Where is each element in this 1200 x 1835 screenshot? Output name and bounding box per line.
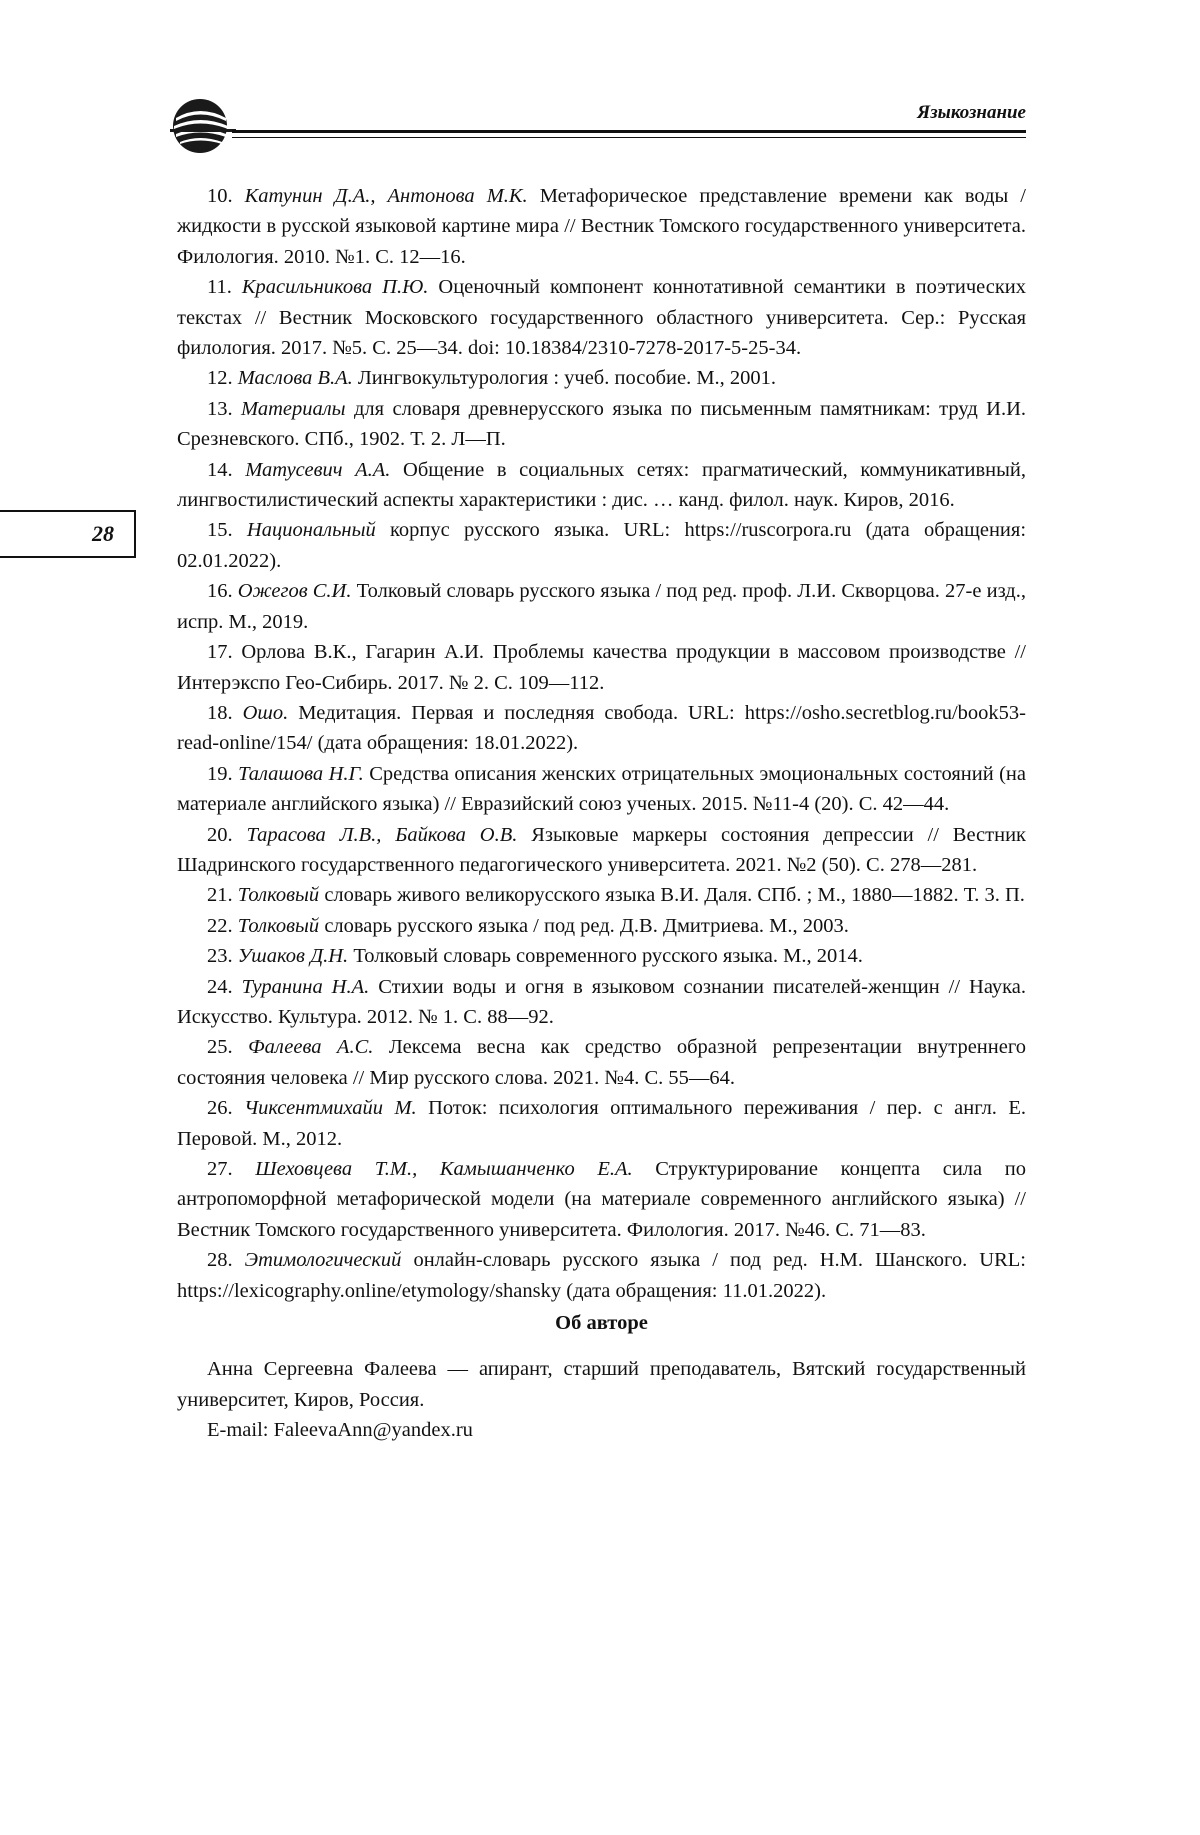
reference-text: Медитация. Первая и последняя свобода. URL: https://osho.secretblog.ru/book53-read-online/154/ (дата обращения: 18.01.2022). xyxy=(177,701,1027,755)
reference-author: Толковый xyxy=(237,914,320,937)
reference-item xyxy=(177,1032,1026,1093)
about-author-heading: Об авторе xyxy=(555,1312,648,1335)
reference-author: Маслова В.А. xyxy=(237,367,353,390)
author-bio: Анна Сергеевна Фалеева — апирант, старший преподаватель, Вятский государственный университет, Киров, Россия. xyxy=(177,1358,1026,1411)
reference-text: Лингвокультурология : учеб. пособие. М., 2001. xyxy=(357,367,777,390)
reference-number: 24. xyxy=(207,975,233,998)
reference-author: Талашова Н.Г. xyxy=(238,762,364,785)
reference-author: Толковый xyxy=(237,884,320,907)
reference-item xyxy=(177,880,1026,910)
reference-number: 18. xyxy=(207,701,233,724)
reference-number: 28. xyxy=(207,1249,233,1272)
reference-author: Этимологический xyxy=(244,1249,402,1272)
reference-item xyxy=(177,1245,1026,1306)
page-header xyxy=(170,96,1026,146)
reference-text: онлайн-словарь русского языка / под ред. Н.М. Шанского. URL: https://lexicography.online/etymology/shansky (дата обращения: 11.01.2022). xyxy=(177,1249,1026,1302)
reference-item xyxy=(177,515,1026,576)
reference-number: 22. xyxy=(207,914,233,937)
reference-number: 16. xyxy=(207,580,233,603)
reference-text: Оценочный компонент коннотативной семантики в поэтических текстах // Вестник Московского государственного областного университета. Сер.: Русская филология. 2017. №5. С. 25—34. doi: 10.18384/2310-7278-2017-5-25-34. xyxy=(177,276,1027,360)
reference-text: Стихии воды и огня в языковом сознании писателей-женщин // Наука. Искусство. Культура. 2012. № 1. С. 88—92. xyxy=(177,975,1027,1028)
header-rule-thick xyxy=(232,130,1026,133)
reference-number: 27. xyxy=(207,1158,233,1180)
reference-item xyxy=(177,394,1026,455)
reference-item xyxy=(177,698,1026,759)
reference-item xyxy=(177,637,1026,698)
reference-number: 21. xyxy=(207,884,233,907)
author-email: E-mail: FaleevaAnn@yandex.ru xyxy=(207,1419,473,1442)
reference-text: Средства описания женских отрицательных эмоциональных состояний (на материале английского языка) // Евразийский союз ученых. 2015. №11-4 (20). С. 42—44. xyxy=(177,762,1026,816)
reference-number: 11. xyxy=(207,276,232,299)
reference-number: 26. xyxy=(207,1097,233,1120)
reference-text: Толковый словарь русского языка / под ред. проф. Л.И. Скворцова. 27-е изд., испр. М., 2019. xyxy=(177,580,1026,633)
reference-item xyxy=(177,1093,1026,1154)
reference-item xyxy=(177,272,1026,363)
page-number: 28 xyxy=(0,510,136,558)
section-title: Языкознание xyxy=(917,102,1026,123)
reference-author: Ошо. xyxy=(242,701,289,724)
reference-number: 19. xyxy=(207,762,233,785)
reference-list xyxy=(177,181,1026,1306)
reference-author: Тарасова Л.В., Байкова О.В. xyxy=(246,823,518,846)
reference-text: Общение в социальных сетях: прагматический, коммуникативный, лингвостилистический аспекты характеристики : дис. … канд. филол. наук. Киров, 2016. xyxy=(177,458,1026,512)
reference-author: Ожегов С.И. xyxy=(237,580,352,603)
reference-item xyxy=(177,941,1026,971)
reference-text: словарь русского языка / под ред. Д.В. Дмитриева. М., 2003. xyxy=(324,914,849,937)
reference-author: Национальный xyxy=(246,519,376,542)
reference-item xyxy=(177,759,1026,820)
reference-number: 17. xyxy=(207,641,233,664)
reference-author: Матусевич А.А. xyxy=(245,458,391,481)
reference-item xyxy=(177,181,1026,272)
reference-number: 25. xyxy=(207,1036,233,1059)
reference-item xyxy=(177,576,1026,637)
reference-author: Материалы xyxy=(241,397,346,420)
reference-text: Структурирование концепта сила по антропоморфной метафорической модели (на материале современного английского языка) // Вестник Томского государственного университета. Филология. 2017. №46. С. 71—83. xyxy=(177,1158,1026,1241)
reference-text: корпус русского языка. URL: https://ruscorpora.ru (дата обращения: 02.01.2022). xyxy=(177,519,1027,572)
reference-text: словарь живого великорусского языка В.И. Даля. СПб. ; М., 1880—1882. Т. 3. П. xyxy=(324,884,1025,907)
reference-text: Орлова В.К., Гагарин А.И. Проблемы качества продукции в массовом производстве // Интерэкспо Гео-Сибирь. 2017. № 2. С. 109—112. xyxy=(177,641,1027,694)
reference-item xyxy=(177,1154,1026,1245)
reference-author: Шеховцева Т.М., Камышанченко Е.А. xyxy=(255,1158,633,1180)
reference-number: 20. xyxy=(207,823,233,846)
reference-item xyxy=(177,972,1026,1033)
reference-item xyxy=(177,820,1026,881)
reference-text: Языковые маркеры состояния депрессии // Вестник Шадринского государственного педагогического университета. 2021. №2 (50). С. 278—281. xyxy=(177,823,1027,876)
reference-text: для словаря древнерусского языка по письменным памятникам: труд И.И. Срезневского. СПб., 1902. Т. 2. Л—П. xyxy=(177,397,1027,451)
reference-author: Чиксентмихайи М. xyxy=(244,1097,417,1120)
reference-item xyxy=(177,911,1026,941)
reference-number: 23. xyxy=(207,945,233,968)
reference-author: Красильникова П.Ю. xyxy=(241,276,429,299)
reference-author: Туранина Н.А. xyxy=(241,975,370,998)
reference-item xyxy=(177,455,1026,516)
reference-number: 14. xyxy=(207,458,233,481)
reference-author: Фалеева А.С. xyxy=(248,1036,374,1059)
journal-logo-icon xyxy=(170,96,236,156)
header-rule-thin xyxy=(232,137,1026,138)
reference-author: Ушаков Д.Н. xyxy=(237,945,349,968)
reference-number: 12. xyxy=(207,367,233,390)
reference-number: 13. xyxy=(207,397,233,420)
reference-number: 10. xyxy=(207,185,233,207)
reference-item xyxy=(177,363,1026,393)
reference-text: Поток: психология оптимального переживания / пер. с англ. Е. Перовой. М., 2012. xyxy=(177,1097,1027,1150)
reference-text: Метафорическое представление времени как воды / жидкости в русской языковой картине мира // Вестник Томского государственного университета. Филология. 2010. №1. С. 12—16. xyxy=(177,185,1027,268)
page-content xyxy=(177,181,1026,1446)
reference-text: Толковый словарь современного русского языка. М., 2014. xyxy=(353,945,863,968)
reference-author: Катунин Д.А., Антонова М.К. xyxy=(244,185,528,207)
reference-number: 15. xyxy=(207,519,233,542)
reference-text: Лексема весна как средство образной репрезентации внутреннего состояния человека // Мир русского слова. 2021. №4. С. 55—64. xyxy=(177,1036,1026,1089)
